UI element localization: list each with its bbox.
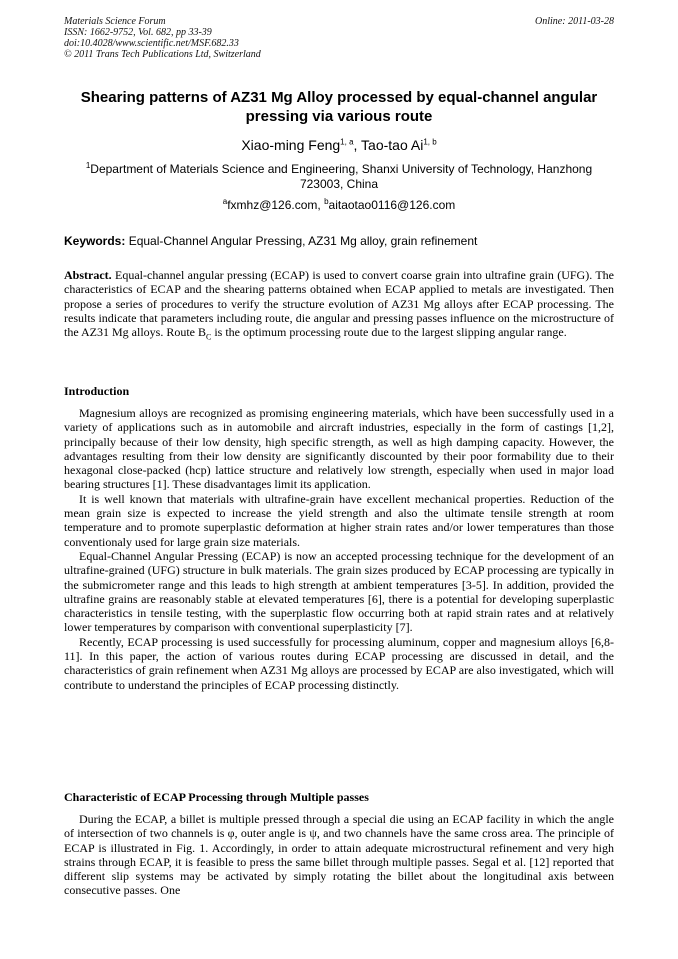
doi-line: doi:10.4028/www.scientific.net/MSF.682.33 bbox=[64, 38, 239, 49]
section-heading-ecap: Characteristic of ECAP Processing through Multiple passes bbox=[64, 790, 369, 804]
issn-line: ISSN: 1662-9752, Vol. 682, pp 33-39 bbox=[64, 27, 212, 38]
paragraph: It is well known that materials with ultrafine-grain have excellent mechanical properties. Reduction of the mean grain size is expected to increase the yield strength and also the ultimate tensile strength at room temperature and to promote superplastic deformation at higher strain rates and/or lower temperatures than those conventionaly used for large grain size materials. bbox=[64, 491, 614, 549]
journal-name: Materials Science Forum bbox=[64, 16, 166, 27]
paper-title: Shearing patterns of AZ31 Mg Alloy processed by equal-channel angular pressing via various route bbox=[80, 89, 598, 125]
abstract-label: Abstract. bbox=[64, 268, 112, 282]
copyright-line: © 2011 Trans Tech Publications Ltd, Switzerland bbox=[64, 49, 261, 60]
author-line bbox=[64, 136, 614, 154]
email-link[interactable]: aitaotao0116@126.com bbox=[328, 198, 456, 212]
author-separator: , bbox=[353, 137, 362, 153]
journal-header bbox=[64, 16, 261, 60]
paragraph: Recently, ECAP processing is used successfully for processing aluminum, copper and magnesium alloys [6,8-11]. In this paper, the action of various routes during ECAP processing are discussed in detail, and the characteristics of grain refinement when AZ31 Mg alloys are processed by ECAP are also investigated, which will contribute to understand the principles of ECAP processing distinctly. bbox=[64, 634, 614, 692]
email-link[interactable]: fxmhz@126.com bbox=[227, 198, 318, 212]
author-sup: 1, a bbox=[340, 137, 354, 147]
affiliation-sup: 1 bbox=[85, 161, 91, 170]
introduction-body bbox=[64, 406, 614, 692]
keywords-label: Keywords: bbox=[64, 234, 126, 248]
abstract-tail: is the optimum processing route due to the largest slipping angular range. bbox=[211, 325, 567, 340]
keywords bbox=[64, 234, 614, 249]
section-heading-introduction: Introduction bbox=[64, 384, 130, 398]
online-date: Online: 2011-03-28 bbox=[535, 16, 614, 27]
author-sup: 1, b bbox=[423, 137, 437, 147]
email-sup: a bbox=[222, 197, 228, 206]
ecap-body bbox=[64, 812, 614, 898]
paragraph: Magnesium alloys are recognized as promising engineering materials, which have been successfully used in a variety of applications such as in automobile and aircraft industries, especially in the form of castings [1,2], principally because of their low density, high specific strength, as well as high damping capacity. However, the advantages resulting from their low density are significantly discounted by their poor formability due to their hexagonal close-packed (hcp) lattice structure and relatively low strength, especially when used in major load bearing structures [1]. These disadvantages limit its application. bbox=[64, 406, 614, 492]
email-line bbox=[64, 198, 614, 213]
email-sup: b bbox=[324, 197, 329, 206]
email-separator: , bbox=[317, 198, 325, 212]
paragraph: During the ECAP, a billet is multiple pressed through a special die using an ECAP facility in which the angle of intersection of two channels is φ, outer angle is ψ, and two channels have the same cross area. The principle of ECAP is illustrated in Fig. 1. Accordingly, in order to attain adequate microstructural refinement and very high strains through ECAP, it is feasible to press the same billet through multiple passes. Segal et al. [12] reported that different slip systems may be activated by simply rotating the billet about the longitudinal axis between consecutive passes. One bbox=[64, 812, 614, 898]
keywords-text: Equal-Channel Angular Pressing, AZ31 Mg alloy, grain refinement bbox=[125, 234, 478, 248]
abstract-sub: C bbox=[206, 332, 212, 342]
affiliation bbox=[64, 162, 614, 192]
author-name: Tao-tao Ai bbox=[361, 137, 424, 153]
abstract bbox=[64, 268, 614, 342]
abstract-text: Equal-channel angular pressing (ECAP) is used to convert coarse grain into ultrafine grain (UFG). The characteristics of ECAP and the shearing patterns obtained when ECAP applied to metals are investigated. Then propose a series of procedures to verify the structure evolution of AZ31 Mg alloys after ECAP processing. The results indicate that parameters including route, die angular and pressing passes influence on the microstructure of the AZ31 Mg alloys. Route B bbox=[64, 268, 614, 340]
affiliation-text: Department of Materials Science and Engineering, Shanxi University of Technology, Hanzhong 723003, China bbox=[90, 162, 593, 191]
author-name: Xiao-ming Feng bbox=[241, 137, 341, 153]
paragraph: Equal-Channel Angular Pressing (ECAP) is now an accepted processing technique for the development of an ultrafine-grained (UFG) structure in bulk materials. The grain sizes produced by ECAP processing are typically in the submicrometer range and this leads to high strength at ambient temperatures [3-5]. In addition, provided the ultrafine grains are reasonably stable at elevated temperatures [6], there is a potential for developing superplastic characteristics in tensile testing, with the superplastic flow occurring both at rapid strain rates and at relatively lower temperatures by comparison with conventional superplasticity [7]. bbox=[64, 548, 614, 635]
